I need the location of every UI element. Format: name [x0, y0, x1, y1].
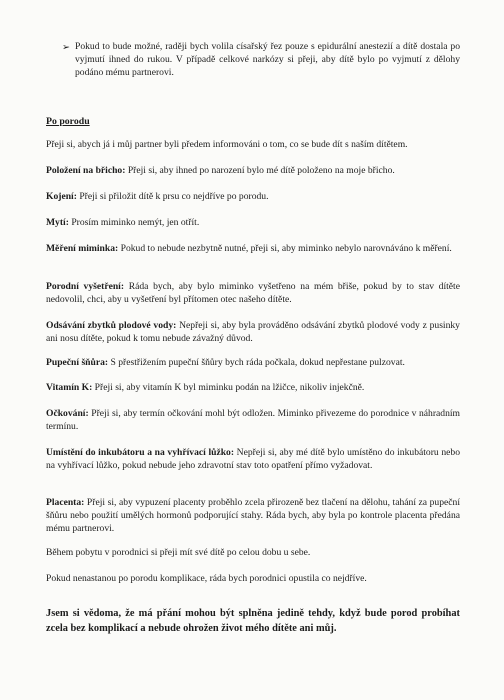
paragraph-label: Vitamín K: — [46, 382, 93, 393]
paragraph-measuring — [46, 242, 460, 255]
paragraph-washing — [46, 216, 460, 229]
paragraph-text: Během pobytu v porodnici si přeji mít své dítě po celou dobu u sebe. — [46, 547, 311, 558]
paragraph-label: Očkování: — [46, 408, 89, 419]
paragraph-text: Pokud nenastanou po porodu komplikace, ráda bych porodnici opustila co nejdříve. — [46, 573, 367, 584]
paragraph-rooming-in — [46, 546, 460, 559]
paragraph-text: S přestřižením pupeční šňůry bych ráda počkala, dokud nepřestane pulzovat. — [108, 357, 405, 368]
paragraph-label: Měření miminka: — [46, 243, 119, 254]
paragraph-cord — [46, 356, 460, 369]
paragraph-examination — [46, 280, 460, 306]
paragraph-label: Odsávání zbytků plodové vody: — [46, 320, 177, 331]
paragraph-label: Umístění do inkubátoru a na vyhřívací lůžko: — [46, 447, 235, 458]
paragraph-breastfeeding — [46, 190, 460, 203]
paragraph-suction — [46, 319, 460, 345]
paragraph-info — [46, 138, 460, 151]
paragraph-label: Porodní vyšetření: — [46, 281, 125, 292]
paragraph-vaccination — [46, 407, 460, 433]
paragraph-text: Přeji si, abych já i můj partner byli předem informováni o tom, co se bude dít s naším dítětem. — [46, 139, 408, 150]
paragraph-text: Nepřeji si, aby byla prováděno odsávání zbytků plodové vody z pusinky ani nosu dítěte, pokud k tomu nebude závažný důvod. — [46, 320, 460, 344]
paragraph-label: Kojení: — [46, 191, 77, 202]
paragraph-text: Prosím miminko nemýt, jen otřít. — [68, 217, 200, 228]
paragraph-label: Položení na břicho: — [46, 165, 126, 176]
paragraph-text: Přeji si přiložit dítě k prsu co nejdříve po porodu. — [76, 191, 269, 202]
paragraph-label: Pupeční šňůra: — [46, 357, 109, 368]
paragraph-incubator — [46, 446, 460, 472]
paragraph-label: Placenta: — [46, 497, 85, 508]
paragraph-label: Mytí: — [46, 217, 69, 228]
paragraph-text: Přeji si, aby ihned po narození bylo mé dítě položeno na moje břicho. — [125, 165, 395, 176]
paragraph-text: Přeji si, aby vitamín K byl miminku podán na lžičce, nikoliv injekčně. — [92, 382, 365, 393]
paragraph-placenta — [46, 496, 460, 535]
paragraph-belly — [46, 164, 460, 177]
section-heading: Po porodu — [46, 116, 90, 127]
paragraph-early-discharge — [46, 572, 460, 585]
paragraph-text: Přeji si, aby vypuzení placenty proběhlo zcela přirozeně bez tlačení na dělohu, tahání za pupeční šňůru nebo použití umělých hormonů podporující stahy. Ráda bych, aby byla po kontrole placenta předána mému partnerovi. — [46, 497, 460, 534]
arrow-bullet-icon: ➢ — [62, 42, 71, 53]
paragraph-vitamin-k — [46, 381, 460, 394]
paragraph-text: Pokud to nebude nezbytně nutné, přeji si, aby miminko nebylo narovnáváno k měření. — [118, 243, 452, 254]
paragraph-text: Ráda bych, aby bylo miminko vyšetřeno na mém břiše, pokud by to stav dítěte nedovolil, chci, aby u vyšetření byl přítomen otec našeho dítěte. — [46, 281, 460, 305]
paragraph-text: Přeji si, aby termín očkování mohl být odložen. Miminko přivezeme do porodnice v náhradním termínu. — [46, 408, 460, 432]
bullet-paragraph: Pokud to bude možné, raději bych volila císařský řez pouze s epidurální anestezií a dítě dostala po vyjmutí ihned do rukou. V případě celkové narkózy si přeji, aby dítě bylo po vyjmutí z dělohy podáno mému partnerovi. — [75, 41, 460, 78]
paragraph-text: Nepřeji si, aby mé dítě bylo umístěno do inkubátoru nebo na vyhřívací lůžko, pokud nebude jeho zdravotní stav toto opatření přímo vyžadovat. — [46, 447, 460, 471]
closing-statement: Jsem si vědoma, že má přání mohou být splněna jedině tehdy, když bude porod probíhat zcela bez komplikací a nebude ohrožen život mého dítěte ani můj. — [46, 608, 460, 634]
